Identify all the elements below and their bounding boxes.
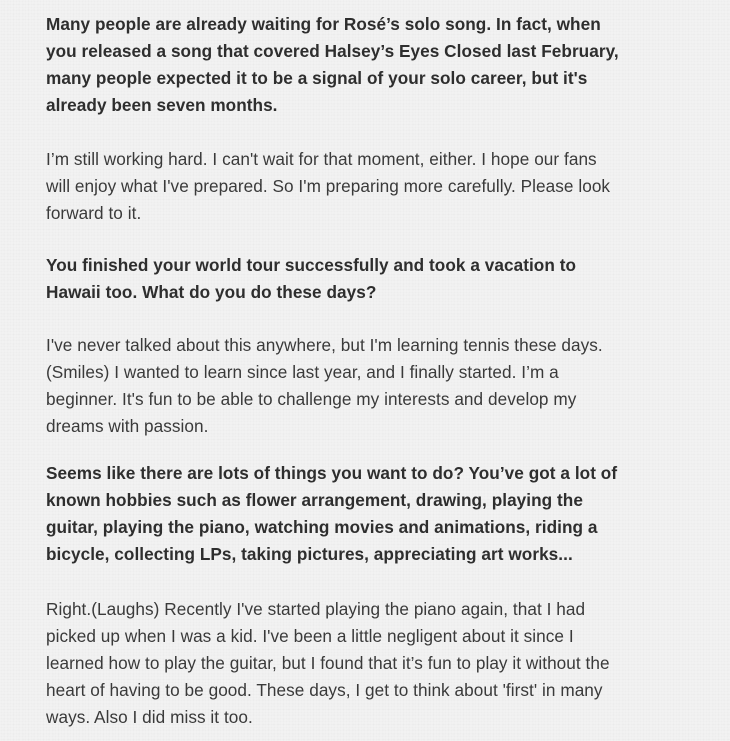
interview-question-3: [46, 460, 696, 568]
text-line: beginner. It's fun to be able to challenge my interests and develop my: [46, 389, 577, 409]
text-line: already been seven months.: [46, 95, 278, 115]
text-line: You finished your world tour successfully and took a vacation to: [46, 255, 577, 275]
text-line: Right.(Laughs) Recently I've started playing the piano again, that I had: [46, 599, 586, 619]
text-line: dreams with passion.: [46, 416, 209, 436]
text-line: (Smiles) I wanted to learn since last year, and I finally started. I’m a: [46, 362, 559, 382]
text-line: ways. Also I did miss it too.: [46, 707, 253, 727]
interview-question-2: [46, 252, 696, 306]
text-line: I’m still working hard. I can't wait for that moment, either. I hope our fans: [46, 149, 597, 169]
text-line: many people expected it to be a signal of your solo career, but it's: [46, 68, 588, 88]
text-line: Hawaii too. What do you do these days?: [46, 282, 377, 302]
text-line: bicycle, collecting LPs, taking pictures, appreciating art works...: [46, 544, 573, 564]
text-line: heart of having to be good. These days, I get to think about 'first' in many: [46, 680, 603, 700]
text-line: guitar, playing the piano, watching movies and animations, riding a: [46, 517, 598, 537]
text-line: known hobbies such as flower arrangement, drawing, playing the: [46, 490, 583, 510]
interview-answer-3: [46, 596, 696, 731]
text-line: Seems like there are lots of things you want to do? You’ve got a lot of: [46, 463, 618, 483]
interview-question-1: [46, 11, 696, 119]
text-line: you released a song that covered Halsey’s Eyes Closed last February,: [46, 41, 619, 61]
text-line: learned how to play the guitar, but I found that it’s fun to play it without the: [46, 653, 610, 673]
interview-answer-2: [46, 332, 696, 440]
text-line: Many people are already waiting for Rosé’s solo song. In fact, when: [46, 14, 601, 34]
text-line: I've never talked about this anywhere, but I'm learning tennis these days.: [46, 335, 603, 355]
text-line: picked up when I was a kid. I've been a little negligent about it since I: [46, 626, 574, 646]
interview-answer-1: [46, 146, 696, 227]
text-line: will enjoy what I've prepared. So I'm preparing more carefully. Please look: [46, 176, 611, 196]
text-line: forward to it.: [46, 203, 142, 223]
